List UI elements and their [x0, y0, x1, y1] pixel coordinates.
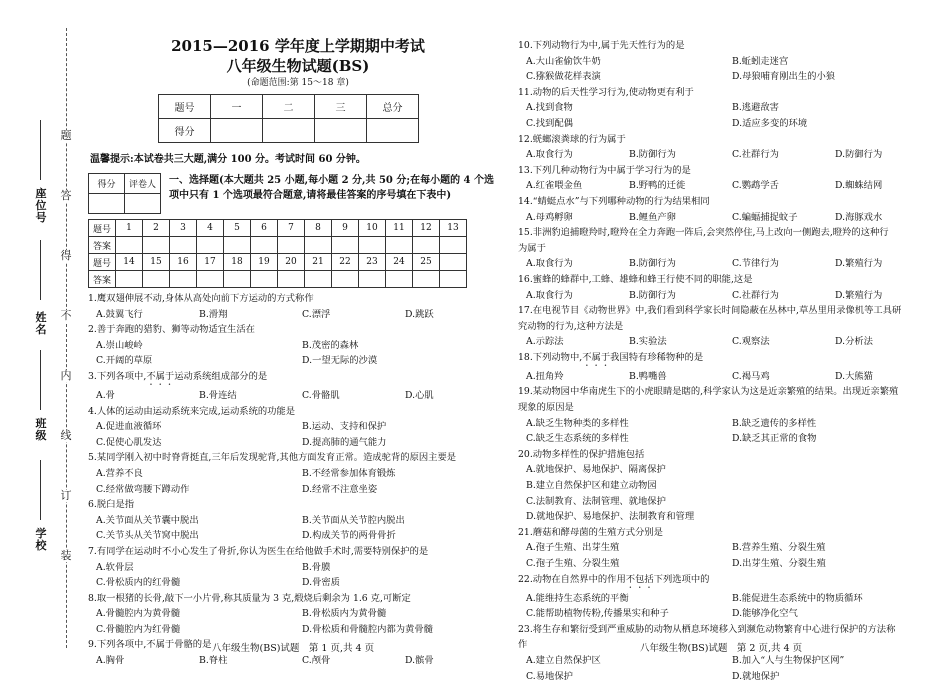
name-line[interactable] — [40, 240, 41, 300]
answer-option: A.红雀喂金鱼 — [526, 180, 583, 192]
answer-grid-number: 5 — [224, 220, 251, 237]
exam-scope: (命题范围:第 15～18 章) — [247, 78, 349, 88]
name-label: 姓名 — [35, 311, 47, 336]
answer-option: B.关节面从关节腔内脱出 — [302, 514, 405, 526]
answer-option: A.建立自然保护区 — [526, 654, 601, 666]
answer-grid-label: 答案 — [89, 237, 116, 254]
answer-option: B.营养生殖、分裂生殖 — [732, 542, 826, 554]
answer-option: D.出芽生殖、分裂生殖 — [732, 558, 826, 569]
question-text-part: 我国特有珍稀物种的是 — [610, 351, 704, 363]
answer-option: B.逃避敌害 — [732, 102, 779, 114]
answer-option: B.加入“人与生物保护区网” — [732, 654, 845, 666]
answer-grid-number: 12 — [413, 220, 440, 237]
binding-char: 线 — [60, 429, 72, 442]
answer-option: A.关节面从关节囊中脱出 — [96, 514, 199, 526]
score-cell[interactable] — [367, 119, 419, 143]
answer-option: C.社群行为 — [732, 289, 779, 301]
answer-option: C.漂浮 — [302, 308, 331, 320]
answer-option: C.骨髓腔内为红骨髓 — [96, 623, 181, 635]
answer-cell[interactable] — [170, 271, 197, 288]
answer-cell[interactable] — [170, 237, 197, 254]
answer-grid-number: 4 — [197, 220, 224, 237]
option-row — [518, 178, 938, 194]
answer-option: B.能促进生态系统中的物质循环 — [732, 592, 863, 604]
binding-char: 内 — [60, 369, 72, 382]
question-emphasis: 不包括 — [625, 573, 654, 585]
option-row — [518, 556, 938, 572]
answer-grid-label: 答案 — [89, 271, 116, 288]
school-label: 学校 — [35, 527, 47, 552]
answer-grid-empty — [440, 271, 467, 288]
answer-option: D.骨松质和骨髓腔内都为黄骨髓 — [302, 623, 433, 635]
answer-grid-empty — [440, 254, 467, 271]
option-row — [88, 466, 508, 482]
answer-option: D.能够净化空气 — [732, 608, 798, 620]
binding-char: 得 — [60, 249, 72, 262]
answer-grid-number: 24 — [386, 254, 413, 271]
answer-option: C.蝙蝠捕捉蚊子 — [732, 211, 798, 223]
answer-option: A.取食行为 — [526, 149, 573, 161]
score-header: 三 — [315, 95, 367, 119]
score-cell[interactable] — [263, 119, 315, 143]
exam-title: 2015—2016 学年度上学期期中考试 — [171, 37, 425, 55]
option-row — [88, 307, 508, 323]
option-row — [88, 606, 508, 622]
answer-option: B.骨连结 — [199, 389, 237, 401]
answer-option: C.孢子生殖、分裂生殖 — [526, 558, 620, 569]
answer-grid-number: 17 — [197, 254, 224, 271]
binding-char: 订 — [60, 489, 72, 502]
score-cell[interactable] — [211, 119, 263, 143]
question-text-continued: 究动物的行为,这种方法是 — [518, 320, 624, 332]
answer-option: D.母狼哺育刚出生的小狼 — [732, 71, 836, 83]
answer-option: C.鹦鹉学舌 — [732, 180, 779, 192]
answer-option: D.髌骨 — [405, 655, 434, 667]
answer-option: A.营养不良 — [96, 467, 143, 479]
question-text: 9.下列各项中,不属于骨骼的是 — [88, 639, 212, 651]
option-row — [518, 540, 938, 556]
answer-option: B.鸭嘴兽 — [629, 370, 667, 382]
answer-option: B.茂密的森林 — [302, 339, 359, 351]
answer-option: C.颅骨 — [302, 655, 331, 667]
question-text-part: 3.下列各项中, — [88, 370, 147, 382]
answer-option: C.骨骼肌 — [302, 389, 340, 401]
question-text: 5.某同学刚入初中时脊背挺直,三年后发现驼背,其他方面发育正常。造成驼背的原因主要是 — [88, 452, 457, 464]
question-text: 13.下列几种动物行为中属于学习行为的是 — [518, 164, 691, 176]
answer-option: A.孢子生殖、出芽生殖 — [526, 542, 620, 554]
answer-cell[interactable] — [359, 237, 386, 254]
answer-option: C.缺乏生态系统的多样性 — [526, 433, 629, 445]
option-row — [518, 478, 938, 494]
section1-description: 一、选择题(本大题共 25 小题,每小题 2 分,共 50 分;在每小题的 4 个选项中只有 1 个选项最符合题意,请将最佳答案的序号填在下表中) — [169, 175, 494, 201]
question-list-right — [518, 38, 938, 684]
answer-grid-number: 14 — [116, 254, 143, 271]
question-text: 8.取一根猪的长骨,敲下一小片骨,称其质量为 3 克,煅烧后剩余为 1.6 克,可断定 — [88, 592, 411, 604]
section1-score-header: 评卷人 — [125, 174, 161, 194]
option-row — [518, 288, 938, 304]
score-header: 题号 — [159, 95, 211, 119]
answer-cell[interactable] — [197, 237, 224, 254]
answer-option: C.关节头从关节窝中脱出 — [96, 530, 199, 542]
answer-grid-number: 11 — [386, 220, 413, 237]
answer-cell[interactable] — [143, 237, 170, 254]
question-text: 11.动物的后天性学习行为,使动物更有利于 — [518, 86, 694, 98]
answer-option: C.经常做弯腰下蹲动作 — [96, 483, 190, 495]
answer-option: B.防御行为 — [629, 149, 676, 161]
answer-option: A.大山雀偷饮牛奶 — [526, 55, 601, 67]
option-row — [88, 513, 508, 529]
binding-char: 题 — [60, 129, 72, 142]
question-text: 14.“蜻蜓点水”与下列哪种动物的行为结果相同 — [518, 195, 710, 207]
answer-grid-number: 10 — [359, 220, 386, 237]
answer-option: A.软骨层 — [96, 561, 134, 573]
option-row — [88, 482, 508, 498]
question-text-continued: 作 — [518, 639, 528, 651]
answer-option: D.就地保护、易地保护、法制教育和管理 — [526, 511, 695, 523]
question-text: 19.某动物园中华南虎生下的小虎眼睛是瞎的,科学家认为这是近亲繁殖的结果。出现近亲繁殖 — [518, 386, 899, 398]
answer-option: A.鼓翼飞行 — [96, 308, 143, 320]
answer-option: B.缺乏遗传的多样性 — [732, 417, 817, 429]
answer-cell[interactable] — [413, 237, 440, 254]
answer-option: D.大熊猫 — [835, 370, 873, 382]
option-row — [518, 256, 938, 272]
option-row — [518, 494, 938, 510]
question-text-part: 22.动物在自然界中的作用 — [518, 573, 626, 585]
question-text: 16.蜜蜂的蜂群中,工蜂、雄蜂和蜂王行使不同的职能,这是 — [518, 273, 753, 285]
answer-option: D.就地保护 — [732, 670, 780, 682]
right-page — [518, 38, 938, 684]
answer-grid-number: 25 — [413, 254, 440, 271]
question-text-continued: 为属于 — [518, 242, 546, 254]
question-text: 1.鹰双翅伸展不动,身体从高处向前下方运动的方式称作 — [88, 293, 314, 304]
question-text: 21.蘑菇和酵母菌的生殖方式分别是 — [518, 526, 663, 538]
answer-option: B.滑翔 — [199, 308, 228, 320]
answer-option: C.褐马鸡 — [732, 370, 770, 382]
answer-grid-number: 7 — [278, 220, 305, 237]
page-footer-right: 八年级生物(BS)试题 第 2 页,共 4 页 — [640, 643, 803, 654]
option-row — [518, 210, 938, 226]
answer-grid-number: 9 — [332, 220, 359, 237]
question-text: 20.动物多样性的保护措施包括 — [518, 448, 645, 460]
question-text: 12.蜣螂滚粪球的行为属于 — [518, 133, 626, 145]
question-text — [518, 572, 938, 591]
question-text-part: 下列选项中的 — [653, 573, 710, 585]
answer-option: B.不经常参加体育锻炼 — [302, 467, 396, 479]
answer-grid-number: 23 — [359, 254, 386, 271]
answer-option: C.易地保护 — [526, 670, 573, 682]
answer-cell[interactable] — [116, 271, 143, 288]
question-text-part: 运动系统组成部分的是 — [174, 370, 268, 382]
question-text — [518, 350, 938, 369]
question-emphasis: 不属于 — [582, 351, 611, 363]
answer-option: C.开阔的草原 — [96, 355, 153, 367]
answer-option: C.促使心肌发达 — [96, 436, 162, 448]
option-row — [518, 100, 938, 116]
answer-grid-number: 15 — [143, 254, 170, 271]
question-text: 7.有同学在运动时不小心发生了骨折,你认为医生在给他做手术时,需要特别保护的是 — [88, 545, 429, 557]
answer-cell[interactable] — [413, 271, 440, 288]
question-list-left — [88, 291, 508, 669]
answer-option: D.提高肺的通气能力 — [302, 436, 387, 448]
option-row — [518, 591, 938, 607]
page-footer-left: 八年级生物(BS)试题 第 1 页,共 4 页 — [212, 643, 375, 654]
answer-grid-number: 21 — [305, 254, 332, 271]
score-header: 二 — [263, 95, 315, 119]
answer-option: D.心肌 — [405, 389, 434, 401]
option-row — [88, 338, 508, 354]
answer-option: B.鲤鱼产卵 — [629, 211, 676, 223]
exam-tip: 温馨提示:本试卷共三大题,满分 100 分。考试时间 60 分钟。 — [90, 154, 366, 165]
answer-option: B.运动、支持和保护 — [302, 421, 387, 433]
answer-option: B.蚯蚓走迷宫 — [732, 55, 789, 67]
question-text: 15.非洲豹追捕瞪羚时,瞪羚在全力奔跑一阵后,会突然停住,马上改向一侧跑去,瞪羚的这种行 — [518, 227, 889, 239]
answer-option: D.经常不注意坐姿 — [302, 483, 378, 495]
question-text — [88, 369, 508, 388]
option-row — [518, 416, 938, 432]
seat-number-label: 座位号 — [35, 187, 47, 224]
question-emphasis: 不属于 — [146, 370, 175, 382]
answer-cell[interactable] — [143, 271, 170, 288]
answer-option: C.节律行为 — [732, 258, 779, 270]
answer-cell[interactable] — [386, 271, 413, 288]
answer-option: D.跳跃 — [405, 308, 434, 320]
binding-char: 装 — [60, 549, 72, 562]
class-label: 班级 — [35, 417, 47, 442]
answer-cell[interactable] — [224, 237, 251, 254]
question-text: 23.将生存和繁衍受到严重威胁的动物从栖息环境移入到濒危动物繁育中心进行保护的方法称 — [518, 623, 896, 635]
option-row — [88, 575, 508, 591]
answer-cell[interactable] — [224, 271, 251, 288]
answer-option: A.促进血液循环 — [96, 421, 162, 433]
answer-option: B.野鸭的迁徙 — [629, 180, 686, 192]
answer-option: C.观察法 — [732, 336, 770, 348]
answer-grid-number: 22 — [332, 254, 359, 271]
answer-cell[interactable] — [116, 237, 143, 254]
option-row — [518, 334, 938, 350]
option-row — [88, 560, 508, 576]
class-line[interactable] — [40, 350, 41, 410]
answer-option: D.构成关节的两骨骨折 — [302, 530, 396, 542]
option-row — [518, 369, 938, 385]
answer-option: D.蜘蛛结网 — [835, 180, 883, 192]
answer-cell[interactable] — [305, 237, 332, 254]
score-header: 一 — [211, 95, 263, 119]
answer-option: B.防御行为 — [629, 258, 676, 270]
answer-option: A.取食行为 — [526, 289, 573, 301]
option-row — [88, 528, 508, 544]
answer-option: D.一望无际的沙漠 — [302, 355, 378, 367]
answer-option: D.繁殖行为 — [835, 289, 883, 301]
answer-option: D.适应多变的环境 — [732, 117, 808, 129]
answer-option: B.防御行为 — [629, 289, 676, 301]
option-row — [518, 509, 938, 525]
answer-option: B.骨膜 — [302, 561, 331, 573]
option-row — [518, 653, 938, 669]
answer-grid — [88, 219, 467, 288]
answer-cell[interactable] — [332, 271, 359, 288]
school-line[interactable] — [40, 460, 41, 520]
question-text: 6.脱臼是指 — [88, 499, 135, 511]
answer-grid-number: 3 — [170, 220, 197, 237]
answer-option: C.找到配偶 — [526, 117, 573, 129]
answer-option: D.缺乏其正常的食物 — [732, 433, 817, 445]
answer-grid-number: 2 — [143, 220, 170, 237]
binding-char: 答 — [60, 189, 72, 202]
answer-option: C.法制教育、法制管理、就地保护 — [526, 495, 666, 507]
answer-cell[interactable] — [197, 271, 224, 288]
answer-option: D.防御行为 — [835, 149, 883, 161]
seat-number-line[interactable] — [40, 120, 41, 180]
answer-grid-number: 13 — [440, 220, 467, 237]
answer-cell[interactable] — [359, 271, 386, 288]
answer-cell[interactable] — [278, 271, 305, 288]
answer-grid-label: 题号 — [89, 254, 116, 271]
answer-option: A.缺乏生物种类的多样性 — [526, 417, 629, 429]
answer-grid-number: 19 — [251, 254, 278, 271]
option-row — [518, 116, 938, 132]
question-text: 2.善于奔跑的猎豹、狮等动物适宜生活在 — [88, 324, 255, 336]
answer-option: B.脊柱 — [199, 655, 228, 667]
answer-option: A.就地保护、易地保护、隔离保护 — [526, 464, 666, 476]
left-page — [88, 36, 508, 669]
option-row — [518, 54, 938, 70]
answer-cell[interactable] — [305, 271, 332, 288]
exam-subtitle: 八年级生物试题(BS) — [226, 57, 370, 75]
question-text: 4.人体的运动由运动系统来完成,运动系统的功能是 — [88, 405, 296, 417]
option-row — [88, 353, 508, 369]
answer-cell[interactable] — [386, 237, 413, 254]
option-row — [88, 435, 508, 451]
answer-option: B.建立自然保护区和建立动物园 — [526, 480, 657, 492]
answer-option: D.繁殖行为 — [835, 258, 883, 270]
binding-margin — [0, 0, 80, 668]
score-row-label: 得分 — [159, 119, 211, 143]
option-row — [88, 388, 508, 404]
score-table — [158, 94, 419, 143]
option-row — [518, 669, 938, 684]
option-row — [88, 653, 508, 669]
question-text-part: 18.下列动物中, — [518, 351, 583, 363]
option-row — [518, 462, 938, 478]
answer-option: A.胸骨 — [96, 655, 125, 667]
answer-grid-number: 6 — [251, 220, 278, 237]
answer-grid-number: 20 — [278, 254, 305, 271]
section1-score-cell[interactable] — [89, 194, 125, 214]
answer-cell[interactable] — [278, 237, 305, 254]
option-row — [518, 606, 938, 622]
answer-option: A.示踪法 — [526, 336, 564, 348]
answer-option: C.猕猴做花样表演 — [526, 71, 601, 83]
option-row — [518, 431, 938, 447]
answer-option: D.分析法 — [835, 336, 873, 348]
option-row — [88, 622, 508, 638]
answer-option: C.骨松质内的红骨髓 — [96, 577, 181, 589]
answer-cell[interactable] — [251, 237, 278, 254]
answer-option: C.能帮助植物传粉,传播果实和种子 — [526, 608, 669, 620]
answer-option: A.骨 — [96, 389, 115, 401]
binding-char: 不 — [60, 309, 72, 322]
option-row — [88, 419, 508, 435]
answer-grid-number: 1 — [116, 220, 143, 237]
answer-option: B.实验法 — [629, 336, 667, 348]
section1-grader-cell[interactable] — [125, 194, 161, 214]
answer-cell[interactable] — [332, 237, 359, 254]
answer-option: D.海豚戏水 — [835, 211, 883, 223]
answer-option: D.骨密质 — [302, 577, 340, 589]
answer-option: A.取食行为 — [526, 258, 573, 270]
option-row — [518, 69, 938, 85]
question-text-continued: 现象的原因是 — [518, 402, 574, 414]
answer-option: A.能维持生态系统的平衡 — [526, 592, 629, 604]
answer-option: A.骨髓腔内为黄骨髓 — [96, 608, 181, 620]
section1-score-header: 得分 — [89, 174, 125, 194]
question-text: 17.在电视节目《动物世界》中,我们看到科学家长时间隐蔽在丛林中,草丛里用录像机等工具研 — [518, 305, 902, 317]
section1-header — [88, 173, 508, 214]
answer-option: B.骨松质内为黄骨髓 — [302, 608, 387, 620]
section1-score-box — [88, 173, 161, 214]
answer-grid-number: 18 — [224, 254, 251, 271]
answer-option: C.社群行为 — [732, 149, 779, 161]
answer-option: A.找到食物 — [526, 102, 573, 114]
answer-cell[interactable] — [440, 237, 467, 254]
score-cell[interactable] — [315, 119, 367, 143]
answer-grid-label: 题号 — [89, 220, 116, 237]
question-text: 10.下列动物行为中,属于先天性行为的是 — [518, 40, 685, 51]
answer-cell[interactable] — [251, 271, 278, 288]
answer-grid-number: 16 — [170, 254, 197, 271]
score-header: 总分 — [367, 95, 419, 119]
answer-grid-number: 8 — [305, 220, 332, 237]
answer-option: A.扭角羚 — [526, 370, 564, 382]
answer-option: A.母鸡孵卵 — [526, 211, 573, 223]
option-row — [518, 147, 938, 163]
answer-option: A.崇山峻岭 — [96, 339, 143, 351]
